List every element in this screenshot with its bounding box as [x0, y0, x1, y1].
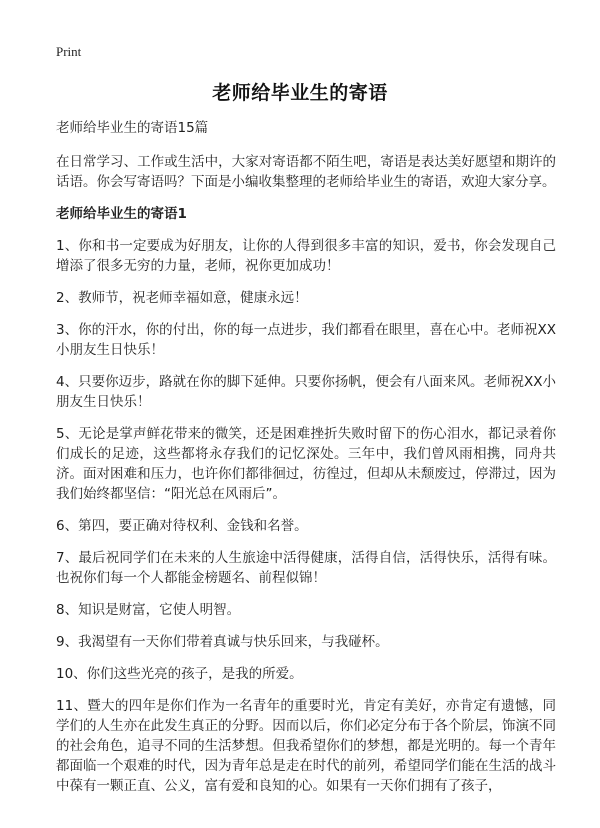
paragraph-item: 2、教师节，祝老师幸福如意，健康永远！ — [56, 290, 308, 306]
intro-paragraph: 在日常学习、工作或生活中，大家对寄语都不陌生吧，寄语是表达美好愿望和期许的话语。你会写寄语吗？下面是小编收集整理的老师给毕业生的寄语，欢迎大家分享。 — [56, 154, 556, 190]
page-title: 老师给毕业生的寄语 — [212, 82, 388, 104]
print-link[interactable]: Print — [56, 44, 82, 59]
paragraph-item: 8、知识是财富，它使人明智。 — [56, 602, 241, 618]
paragraph-item: 11、暨大的四年是你们作为一名青年的重要时光，肯定有美好，亦肯定有遗憾，同学们的人生亦在此发生真正的分野。因而以后，你们必定分布于各个阶层，饰演不同的社会角色，追寻不同的生活梦想。但我希望你们的梦想，都是光明的。每一个青年都面临一个艰难的时代，因为青年总是走在时代的前列，希望同学们能在生活的战斗中葆有一颗正直、公义，富有爱和良知的心。如果有一天你们拥有了孩子， — [56, 698, 556, 794]
article-body — [56, 118, 556, 808]
article-subtitle: 老师给毕业生的寄语15篇 — [56, 120, 209, 136]
section-heading: 老师给毕业生的寄语1 — [56, 206, 187, 222]
paragraph-item: 5、无论是掌声鲜花带来的微笑，还是困难挫折失败时留下的伤心泪水，都记录着你们成长的足迹，这些都将永存我们的记忆深处。三年中，我们曾风雨相携，同舟共济。面对困难和压力，也许你们都徘徊过，彷徨过，但却从未颓废过，停滞过，因为我们始终都坚信：“阳光总在风雨后”。 — [56, 426, 556, 502]
paragraph-item: 10、你们这些光亮的孩子，是我的所爱。 — [56, 666, 303, 682]
paragraph-item: 6、第四，要正确对待权利、金钱和名誉。 — [56, 518, 308, 534]
paragraph-item: 3、你的汗水，你的付出，你的每一点进步，我们都看在眼里，喜在心中。老师祝XX小朋友生日快乐！ — [56, 322, 556, 358]
paragraph-item: 7、最后祝同学们在未来的人生旅途中活得健康，活得自信，活得快乐，活得有味。也祝你们每一个人都能金榜题名、前程似锦！ — [56, 550, 556, 586]
paragraph-item: 4、只要你迈步，路就在你的脚下延伸。只要你扬帆，便会有八面来风。老师祝XX小朋友生日快乐！ — [56, 374, 556, 410]
paragraph-item: 1、你和书一定要成为好朋友，让你的人得到很多丰富的知识，爱书，你会发现自己增添了很多无穷的力量，老师，祝你更加成功！ — [56, 238, 556, 274]
paragraph-item: 9、我渴望有一天你们带着真诚与快乐回来，与我碰杯。 — [56, 634, 389, 650]
